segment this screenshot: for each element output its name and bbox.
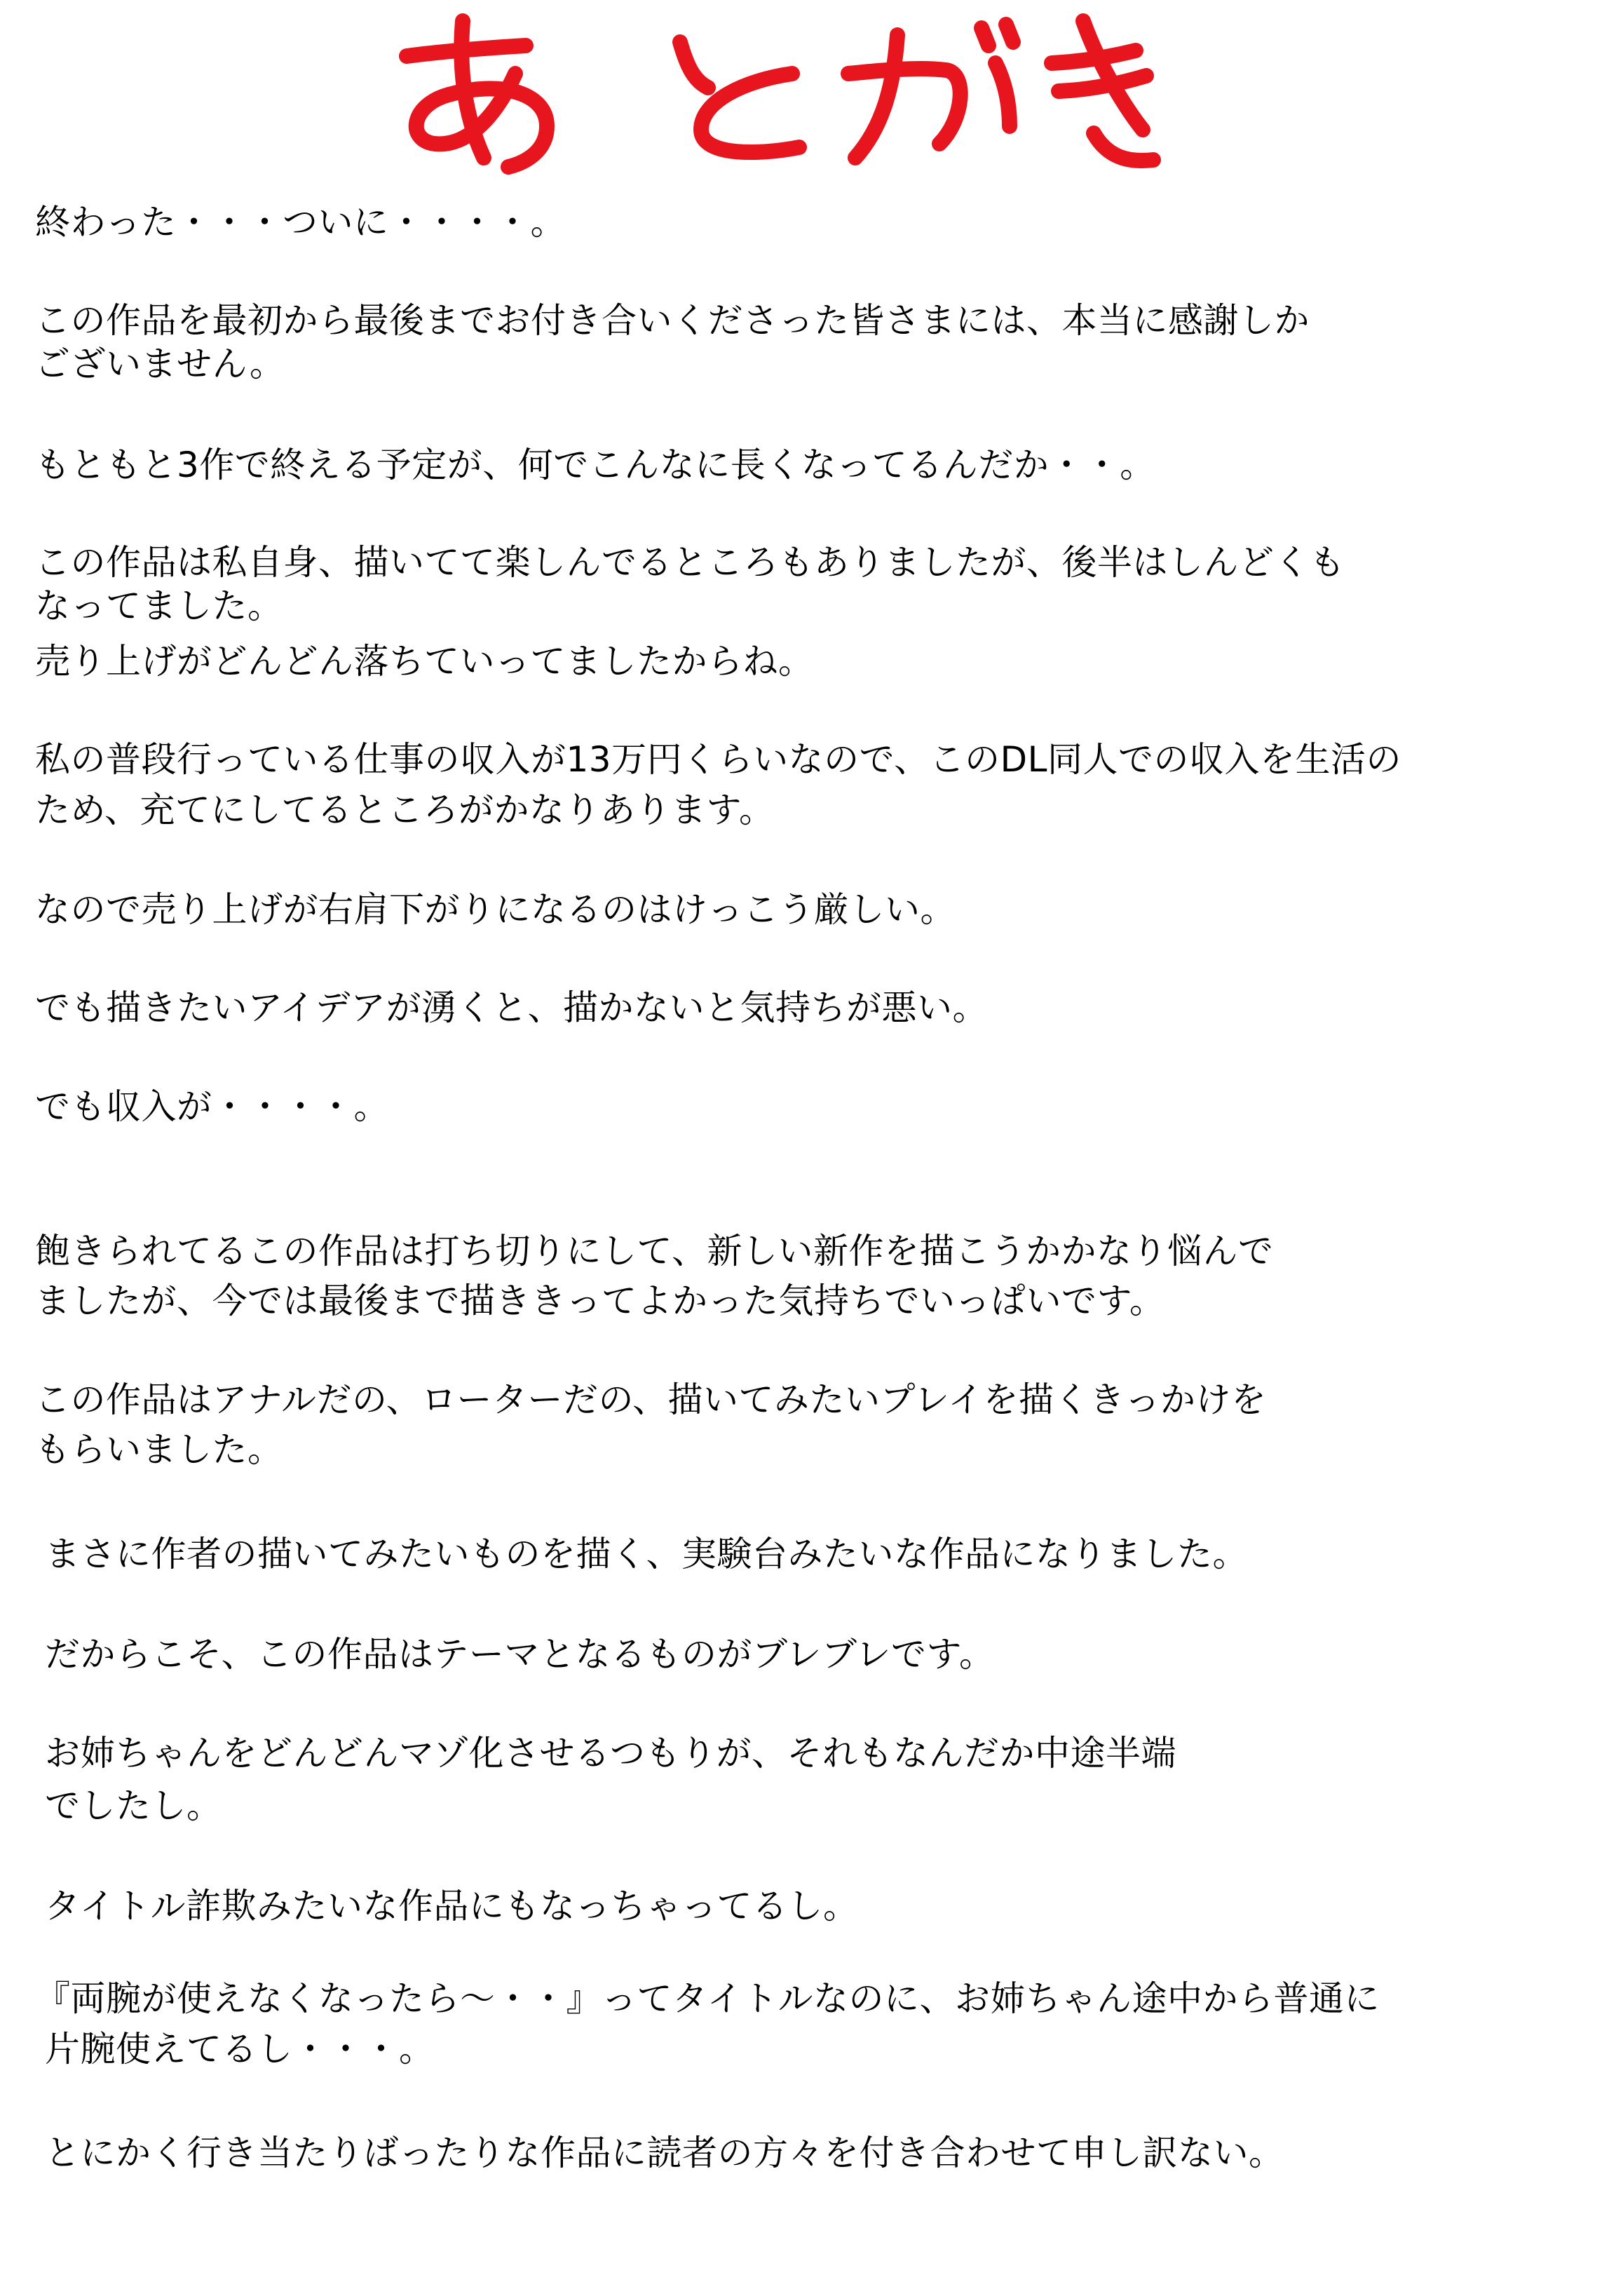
text-line: もらいました。 xyxy=(35,1429,283,1470)
title-lettering xyxy=(393,7,1164,175)
text-line: でも描きたいアイデアが湧くと、描かないと気持ちが悪い。 xyxy=(35,987,988,1028)
text-line: 飽きられてるこの作品は打ち切りにして、新しい新作を描こうかかなり悩んで xyxy=(35,1231,1274,1271)
text-line: 私の普段行っている仕事の収入が13万円くらいなので、このDL同人での収入を生活の xyxy=(35,739,1401,780)
text-line: でしたし。 xyxy=(45,1785,222,1826)
text-line: なってました。 xyxy=(35,586,283,626)
text-line: タイトル詐欺みたいな作品にもなっちゃってるし。 xyxy=(45,1886,859,1926)
text-line: まさに作者の描いてみたいものを描く、実験台みたいな作品になりました。 xyxy=(45,1534,1248,1574)
text-line: この作品はアナルだの、ローターだの、描いてみたいプレイを描くきっかけを xyxy=(35,1379,1267,1420)
text-line: この作品を最初から最後までお付き合いくださった皆さまには、本当に感謝しか xyxy=(35,300,1310,341)
text-line: 終わった・・・ついに・・・・。 xyxy=(35,202,566,243)
text-line: ございません。 xyxy=(35,344,285,384)
text-line: とにかく行き当たりばったりな作品に読者の方々を付き合わせて申し訳ない。 xyxy=(45,2133,1284,2173)
text-line: 『両腕が使えなくなったら～・・』ってタイトルなのに、お姉ちゃん途中から普通に xyxy=(35,1978,1380,2019)
page-title-handwritten xyxy=(393,7,1164,175)
text-line: この作品は私自身、描いてて楽しんでるところもありましたが、後半はしんどくも xyxy=(35,542,1345,583)
text-line: 売り上げがどんどん落ちていってましたからね。 xyxy=(35,641,814,682)
text-line: ましたが、今では最後まで描ききってよかった気持ちでいっぱいです。 xyxy=(35,1281,1165,1321)
text-line: でも収入が・・・・。 xyxy=(35,1086,389,1127)
text-line: お姉ちゃんをどんどんマゾ化させるつもりが、それもなんだか中途半端 xyxy=(45,1733,1176,1774)
text-line: だからこそ、この作品はテーマとなるものがブレブレです。 xyxy=(45,1634,995,1675)
text-line: ため、充てにしてるところがかなりあります。 xyxy=(35,790,775,830)
text-line: 片腕使えてるし・・・。 xyxy=(45,2029,435,2069)
text-line: なので売り上げが右肩下がりになるのはけっこう厳しい。 xyxy=(35,889,956,930)
text-line: もともと3作で終える予定が、何でこんなに長くなってるんだか・・。 xyxy=(35,445,1155,485)
